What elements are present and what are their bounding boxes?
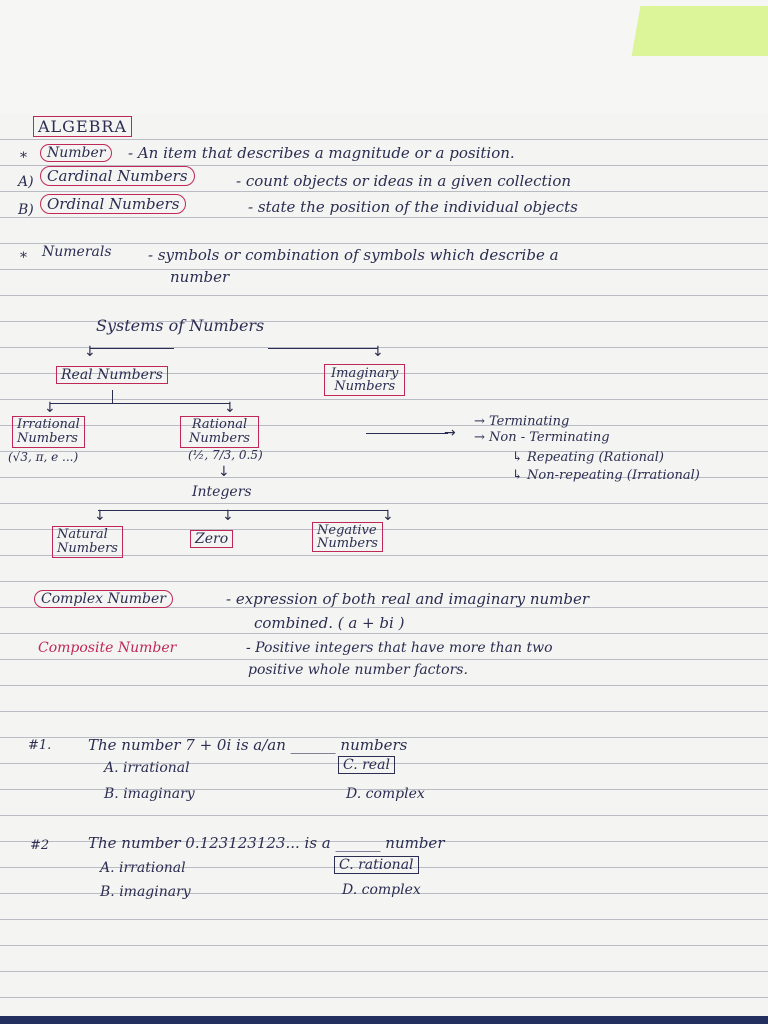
question-2-option-b: B. imaginary xyxy=(100,884,191,900)
definition-composite-cont: positive whole number factors. xyxy=(248,662,468,678)
question-1-option-c: C. real xyxy=(338,756,395,774)
node-natural: Natural Numbers xyxy=(52,526,123,558)
term-cardinal: Cardinal Numbers xyxy=(40,166,195,186)
type-repeating: ↳ Repeating (Rational) xyxy=(512,450,664,465)
node-negative: Negative Numbers xyxy=(312,522,383,552)
definition-number: - An item that describes a magnitude or a position. xyxy=(128,144,515,162)
definition-numerals-cont: number xyxy=(170,268,230,286)
bullet-marker-2: * xyxy=(20,250,27,266)
sticky-note xyxy=(632,6,768,56)
term-number: Number xyxy=(40,144,112,162)
definition-ordinal: - state the position of the individual objects xyxy=(248,198,578,216)
node-rational: Rational Numbers xyxy=(180,416,259,448)
notebook-page: ALGEBRA * Number - An item that describes a magnitude or a position. A) Cardinal Numbers - count objects or ideas in a given collection B) Ordinal Numbers - state the position of the individual objects * Numerals - symbols or combination of symbols which describe a number Systems of Numbers ↓ ↓ Real Numbers Imaginary Numbers ↓ ↓ Irrational Numbers (√3, π, e ...) Rational Numbers (½, 7/3, 0.5) ↓ Integers ↓ ↓ ↓ Natural Numbers Zero Negative Numbers → → Terminating → Non - Terminating ↳ Repeating (Rational) ↳ Non-repeating (Irrational) Complex Number - expression of both real and imaginary number combined. ( a + bi ) Composite Number - Positive integers that have more than two positive whole number factors. #1. The number 7 + 0i is a/an ______ numbers A. irrational C. real B. imaginary D. complex #2 The number 0.123123123... is a ______ number A. irrational C. rational B. imaginary D. complex xyxy=(0,0,768,1024)
node-imaginary: Imaginary Numbers xyxy=(324,364,405,396)
definition-cardinal: - count objects or ideas in a given collection xyxy=(236,172,572,190)
bullet-marker: * xyxy=(20,150,27,166)
marker-a: A) xyxy=(18,174,34,190)
definition-complex-cont: combined. ( a + bi ) xyxy=(254,614,405,632)
node-real: Real Numbers xyxy=(56,366,168,384)
definition-composite: - Positive integers that have more than two xyxy=(246,640,553,656)
irrational-examples: (√3, π, e ...) xyxy=(8,450,79,464)
term-numerals: Numerals xyxy=(42,244,112,260)
type-non-repeating: ↳ Non-repeating (Irrational) xyxy=(512,468,700,483)
node-irrational: Irrational Numbers xyxy=(12,416,85,448)
definition-numerals: - symbols or combination of symbols which describe a xyxy=(148,246,559,264)
question-2-number: #2 xyxy=(30,838,50,853)
node-integers: Integers xyxy=(192,484,252,500)
question-2-option-a: A. irrational xyxy=(100,860,186,876)
page-bottom-edge xyxy=(0,1016,768,1024)
question-2-option-d: D. complex xyxy=(342,882,421,898)
question-1-option-b: B. imaginary xyxy=(104,786,195,802)
question-1-prompt: The number 7 + 0i is a/an ______ numbers xyxy=(88,736,408,754)
question-2-prompt: The number 0.123123123... is a ______ number xyxy=(88,834,445,852)
marker-b: B) xyxy=(18,202,34,218)
type-terminating: → Terminating xyxy=(474,414,570,429)
type-non-terminating: → Non - Terminating xyxy=(474,430,610,445)
term-complex: Complex Number xyxy=(34,590,173,608)
diagram-title: Systems of Numbers xyxy=(96,316,265,335)
question-1-option-a: A. irrational xyxy=(104,760,190,776)
rational-examples: (½, 7/3, 0.5) xyxy=(188,448,263,462)
term-ordinal: Ordinal Numbers xyxy=(40,194,186,214)
term-composite: Composite Number xyxy=(38,640,177,656)
question-2-option-c: C. rational xyxy=(334,856,419,874)
definition-complex: - expression of both real and imaginary number xyxy=(226,590,590,608)
page-title: ALGEBRA xyxy=(33,116,132,137)
question-1-option-d: D. complex xyxy=(346,786,425,802)
question-1-number: #1. xyxy=(28,738,52,753)
node-zero: Zero xyxy=(190,530,233,548)
